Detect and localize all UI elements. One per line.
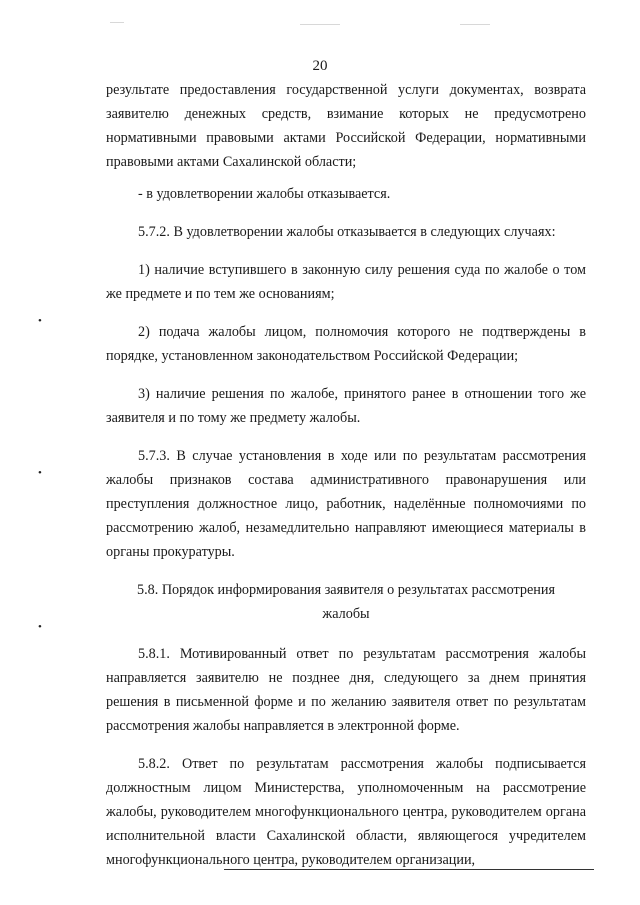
scan-mark-top-right: [460, 24, 490, 25]
margin-mark-2: •: [38, 467, 42, 479]
paragraph-5-7-2: 5.7.2. В удовлетворении жалобы отказывается в следующих случаях:: [138, 224, 556, 240]
scan-mark-top-middle: [300, 24, 340, 25]
margin-mark-1: •: [38, 315, 42, 327]
paragraph-item-2: 2) подача жалобы лицом, полномочия которого не подтверждены в порядке, установленном законодательством Российской Федерации;: [106, 324, 586, 364]
scan-mark-top-left: [110, 22, 124, 23]
paragraph-refusal: - в удовлетворении жалобы отказывается.: [138, 186, 391, 202]
margin-mark-3: •: [38, 621, 42, 633]
bottom-rule: [224, 869, 594, 870]
paragraph-5-8-1: 5.8.1. Мотивированный ответ по результатам рассмотрения жалобы направляется заявителю не позднее дня, следующего за днем принятия решения в письменной форме и по желанию заявителя ответ по результатам рассмотрения жалобы направляется в электронной форме.: [106, 646, 586, 734]
paragraph-5-8-2: 5.8.2. Ответ по результатам рассмотрения жалобы подписывается должностным лицом Министерства, уполномоченным на рассмотрение жалобы, руководителем многофункционального центра, руководителем органа исполнительной власти Сахалинской области, являющегося учредителем многофункционального центра, руководителем организации,: [106, 756, 586, 868]
paragraph-continuation: результате предоставления государственной услуги документах, возврата заявителю денежных средств, взимание которых не предусмотрено нормативными правовыми актами Российской Федерации, нормативными правовыми актами Сахалинской области;: [106, 82, 586, 170]
paragraph-item-1: 1) наличие вступившего в законную силу решения суда по жалобе о том же предмете и по тем же основаниям;: [106, 262, 586, 302]
paragraph-5-7-3: 5.7.3. В случае установления в ходе или по результатам рассмотрения жалобы признаков состава административного правонарушения или преступления должностное лицо, работник, наделённые полномочиями по рассмотрению жалоб, незамедлительно направляют имеющиеся материалы в органы прокуратуры.: [106, 448, 586, 560]
document-body: [106, 78, 586, 880]
section-heading-5-8: 5.8. Порядок информирования заявителя о результатах рассмотрения жалобы: [136, 582, 556, 622]
paragraph-item-3: 3) наличие решения по жалобе, принятого ранее в отношении того же заявителя и по тому же предмету жалобы.: [106, 386, 586, 426]
page-number: 20: [312, 58, 328, 74]
